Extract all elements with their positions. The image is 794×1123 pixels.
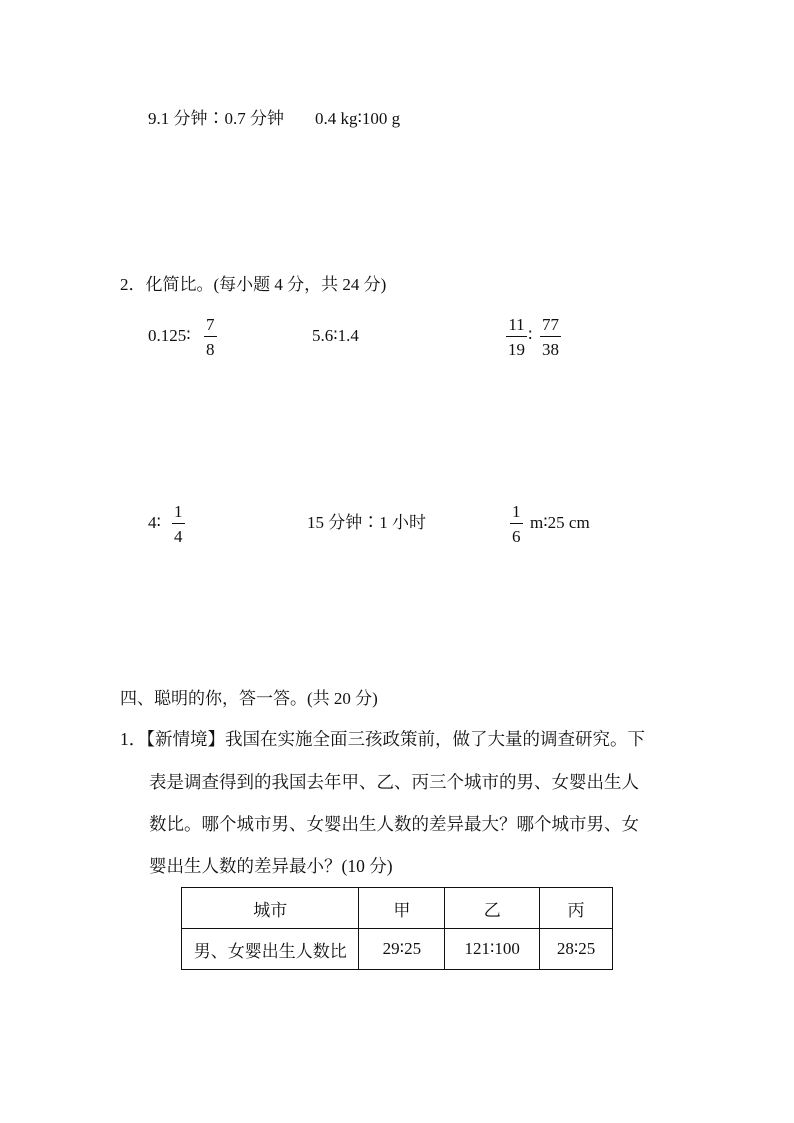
q2-item1-fraction [204, 316, 217, 358]
table-header-row [182, 888, 613, 929]
q2-item5: 15 分钟∶1 小时 [307, 513, 426, 532]
section-4-heading: 四、聪明的你，答一答。(共 20 分) [120, 689, 378, 708]
fraction-denominator: 6 [512, 527, 521, 546]
q2-item2: 5.6∶1.4 [312, 326, 359, 345]
fraction-denominator: 38 [542, 340, 559, 359]
fraction-numerator: 7 [206, 315, 215, 334]
table-header-cell: 甲 [359, 888, 445, 929]
fraction-numerator: 1 [174, 502, 183, 521]
q2-item4-fraction [172, 503, 185, 545]
fraction-denominator: 4 [174, 527, 183, 546]
table-header-cell: 城市 [182, 888, 359, 929]
ratio-item-minutes: 9.1 分钟∶0.7 分钟 [148, 109, 284, 128]
table-header-cell: 丙 [540, 888, 613, 929]
question-2-heading: 2．化简比。(每小题 4 分，共 24 分) [120, 275, 387, 294]
q2-item3-fraction1 [506, 316, 527, 358]
fraction-numerator: 1 [512, 502, 521, 521]
ratio-item-kg-g: 0.4 kg∶100 g [315, 109, 401, 128]
q2-item3-fraction2 [540, 316, 561, 358]
city-birth-ratio-table [181, 887, 613, 970]
table-header-cell: 乙 [445, 888, 540, 929]
q2-item6-fraction [510, 503, 523, 545]
section4-q1-line2: 表是调查得到的我国去年甲、乙、丙三个城市的男、女婴出生人 [149, 772, 639, 792]
fraction-denominator: 19 [508, 340, 525, 359]
section4-q1-line1: 1．【新情境】我国在实施全面三孩政策前，做了大量的调查研究。下 [120, 729, 645, 749]
q2-item6-suffix: m∶25 cm [530, 513, 590, 532]
fraction-numerator: 77 [542, 315, 559, 334]
fraction-denominator: 8 [206, 340, 215, 359]
fraction-numerator: 11 [508, 315, 525, 334]
q2-item1-prefix: 0.125∶ [148, 326, 191, 345]
table-cell: 28∶25 [540, 929, 613, 970]
table-row [182, 929, 613, 970]
table-cell: 121∶100 [445, 929, 540, 970]
q2-item4-prefix: 4∶ [148, 513, 161, 532]
table-cell: 29∶25 [359, 929, 445, 970]
q2-item3-separator: ∶ [528, 326, 533, 345]
section4-q1-line4: 婴出生人数的差异最小？(10 分) [149, 856, 393, 876]
table-cell: 男、女婴出生人数比 [182, 929, 359, 970]
section4-q1-line3: 数比。哪个城市男、女婴出生人数的差异最大？哪个城市男、女 [149, 814, 639, 834]
